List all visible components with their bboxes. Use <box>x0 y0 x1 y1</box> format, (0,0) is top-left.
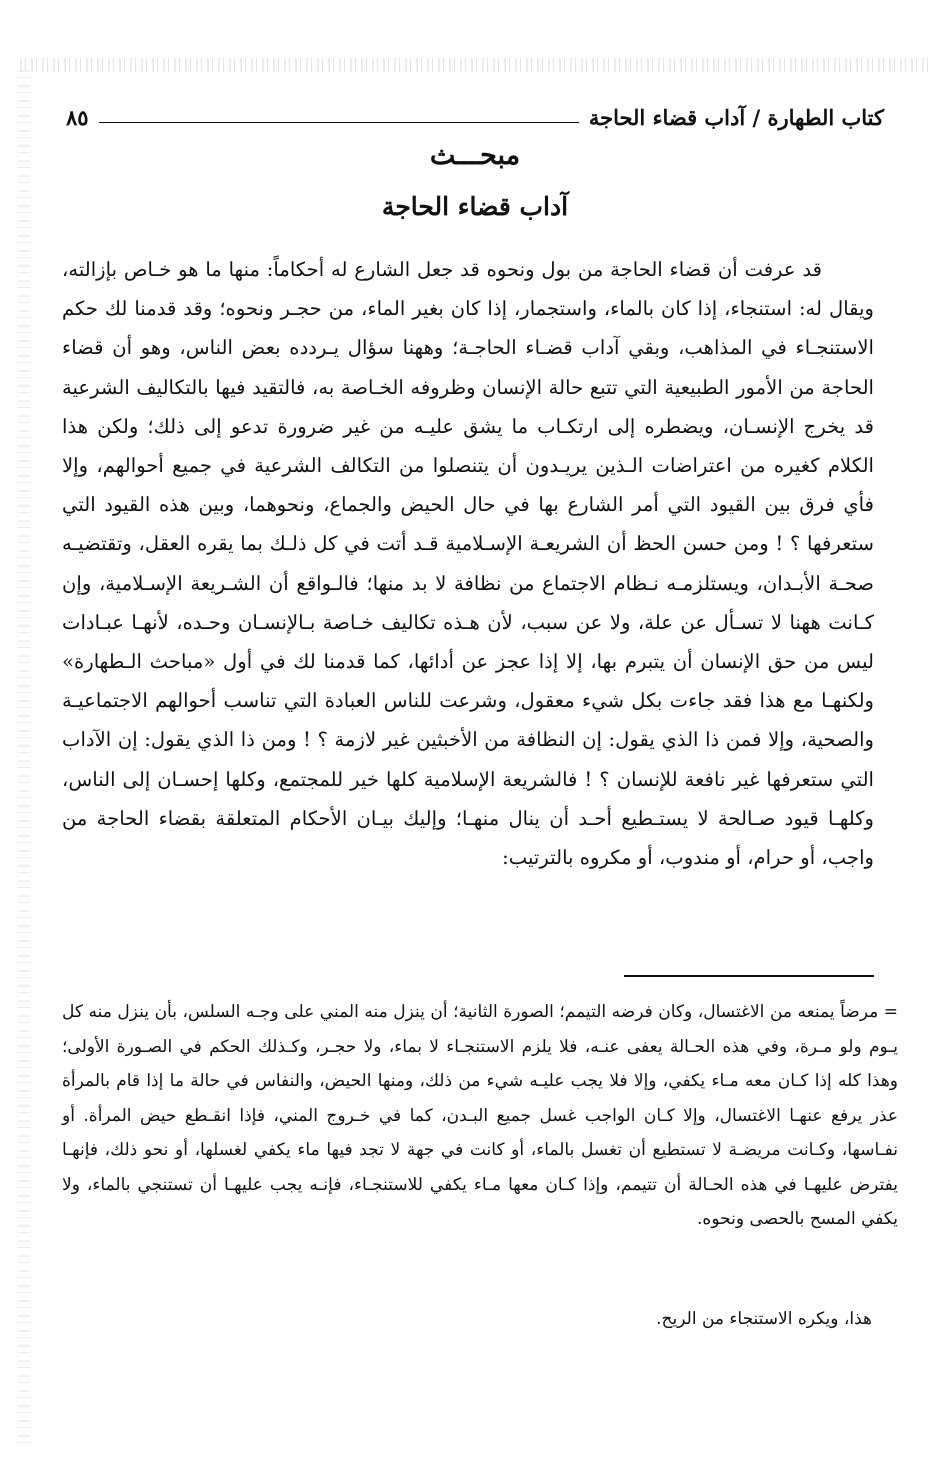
body-paragraph: قد عرفت أن قضاء الحاجة من بول ونحوه قد جعل الشارع له أحكاماً: منها ما هو خـاص بإزالته، ويقال له: استنجاء، إذا كان بالماء، واستجمار، إذا كان بغير الماء، من حجـر ونحوه؛ وقد قدمنا لك حكم الاستنجـاء في المذاهب، وبقي آداب قضـاء الحاجـة؛ وههنا سؤال يـردده بعض الناس، وهو أن قضاء الحاجة من الأمور الطبيعية التي تتبع حالة الإنسان وظروفه الخـاصة به، فالتقيد فيها بالتكاليف الشرعية قد يخرج الإنسـان، ويضطره إلى ارتكـاب ما يشق عليـه من غير ضرورة تدعو إلى ذلك؛ ولكن هذا الكلام كغيره من اعتراضات الـذين يريـدون أن يتنصلوا من التكالف الشرعية في جميع أحوالهم، وإلا فأي فرق بين القيود التي أمر الشارع بها في حال الحيض والجماع، ونحوهما، وبين هذه القيود التي ستعرفها ؟ ! ومن حسن الحظ أن الشريعـة الإسـلامية قـد أتت في كل ذلـك بما يقره العقل، وتقتضيـه صحـة الأبـدان، ويستلزمـه نـظام الاجتماع من نظافة لا بد منها؛ فالـواقع أن الشـريعة الإسـلامية، وإن كـانت ههنا لا تسـأل عن علة، ولا عن سبب، لأن هـذه تكاليف خـاصة بـالإنسـان وحـده، لأنهـا عبـادات ليس من حق الإنسان أن يتبرم بها، إلا إذا عجز عن أدائها، كما قدمنا لك في أول «مباحث الـطهارة» ولكنهـا مع هذا فقد جاءت بكل شيء معقول، وشرعت للناس العبادة التي تناسب أحوالهم الاجتماعيـة والصحية، وإلا فمن ذا الذي يقول: إن النظافة من الأخبثين غير لازمة ؟ ! ومن ذا الذي يقول: إن الآداب التي ستعرفها غير نافعة للإنسان ؟ ! فالشريعة الإسلامية كلها خير للمجتمع، وكلها إحسـان إلى الناس، وكلهـا قيود صـالحة لا يستـطيع أحـد أن ينال منهـا؛ وإليك بيـان الأحكام المتعلقة بقضاء الحاجة من واجب، أو حرام، أو مندوب، أو مكروه بالترتيب: <box>62 258 874 870</box>
scan-edge-left <box>18 70 30 1450</box>
section-title: آداب قضاء الحاجة <box>381 192 569 221</box>
section-label: مبحـــث <box>429 140 521 171</box>
footnote-note: هذا، ويكره الاستنجاء من الريح. <box>656 1309 872 1329</box>
running-title: كتاب الطهارة / آداب قضاء الحاجة <box>588 104 884 130</box>
scan-edge-top <box>20 58 932 72</box>
header-rule <box>99 122 579 123</box>
footnote-text: = مرضاً يمنعه من الاغتسال، وكان فرضه التيمم؛ الصورة الثانية؛ أن ينزل منه المني على وجـه السلس، بأن ينزل منه كل يـوم ولو مـرة، وفي هذه الحـالة يعفى عنـه، فلا يلزم الاستنجـاء لا بماء، ولا حجـر، وكـذلك الحكم في الصـورة الأولى؛ وهذا كله إذا كـان معه مـاء يكفي، وإلا فلا يجب عليـه شيء من ذلك، ومنها الحيض، والنفاس في حالة ما إذا قام بالمرأة عذر يرفع عنهـا الاغتسال، وإلا كـان الواجب غسل جميع البـدن، كما في خـروج المني، فإذا انقـطع حيض المرأة. أو نفـاسها، وكـانت مريضـة لا تستطيع أن تغسل بالماء، أو كانت في جهة لا تجد فيها ماء يكفي لغسلها، أو نحو ذلك، فإنهـا يفترض عليهـا في هذه الحـالة أن تتيمم، وإذا كـان معها مـاء يكفي للاستنجـاء، فإنـه يجب عليهـا أن تستنجي بالماء، ولا يكفي المسح بالحصى ونحوه. <box>62 1002 898 1229</box>
page-header <box>66 100 884 134</box>
page-number: ٨٥ <box>66 104 89 130</box>
footnote-separator <box>624 975 874 977</box>
